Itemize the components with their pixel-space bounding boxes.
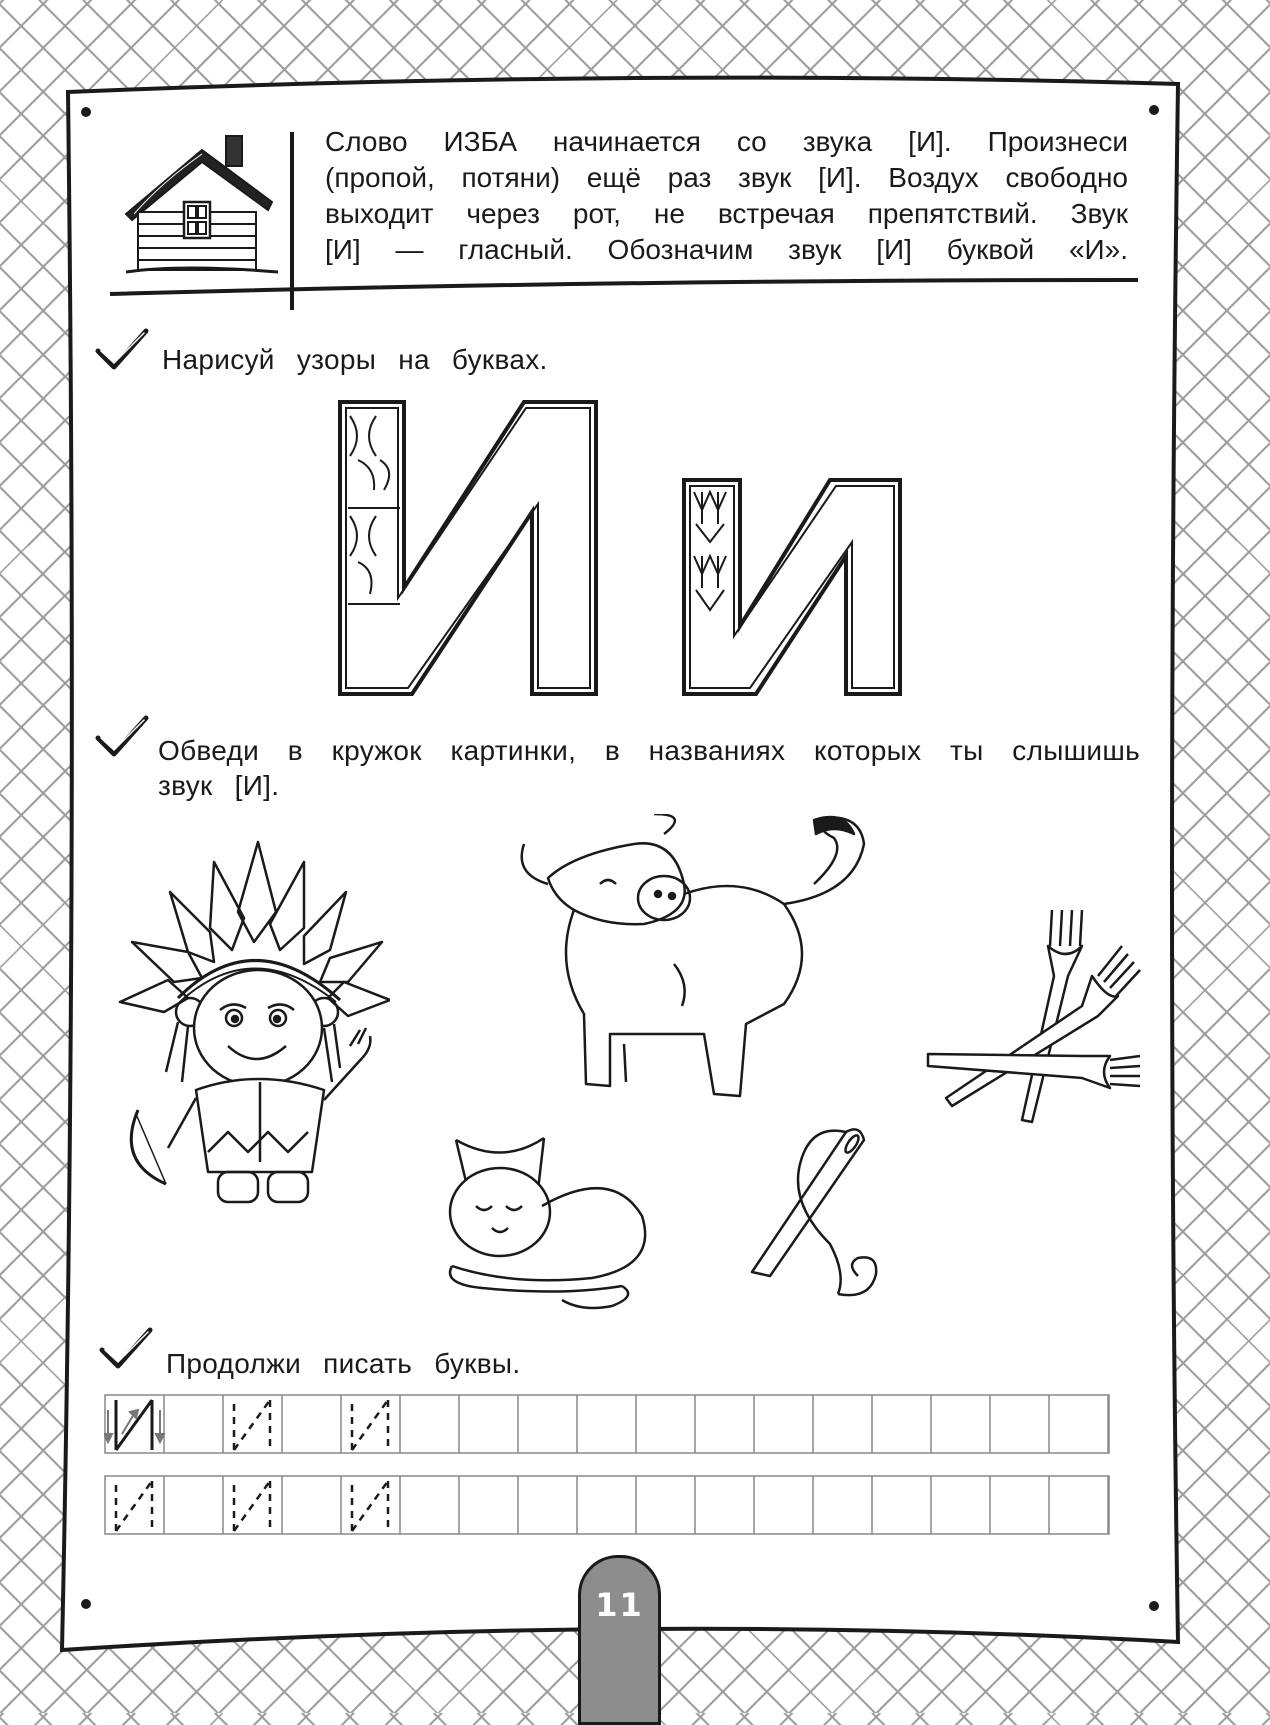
example-letter: [116, 1400, 152, 1450]
task-circle-label-line2: звук [И].: [158, 770, 280, 801]
bull-icon[interactable]: [514, 814, 940, 1104]
trace-letter[interactable]: [234, 1400, 270, 1450]
task-patterns-label: Нарисуй узоры на буквах.: [162, 344, 548, 375]
check-icon: [98, 1326, 154, 1372]
task-write-label: Продолжи писать буквы.: [166, 1348, 521, 1379]
forks-icon[interactable]: [922, 906, 1150, 1128]
intro-text: [325, 124, 1128, 268]
house-icon: [122, 132, 282, 277]
trace-letter[interactable]: [234, 1481, 270, 1531]
cat-icon[interactable]: [442, 1136, 668, 1312]
intro-line: (пропой, потяни) ещё раз звук [И]. Воздух свободно: [325, 162, 1128, 193]
indian-boy-icon[interactable]: [108, 832, 390, 1212]
intro-line: [И] — гласный. Обозначим звук [И] буквой «И».: [325, 234, 1128, 265]
page-number: 11: [595, 1586, 644, 1624]
trace-letter[interactable]: [352, 1481, 388, 1531]
page-number-tab: [578, 1555, 661, 1725]
trace-letter[interactable]: [352, 1400, 388, 1450]
writing-grid: [104, 1394, 1112, 1538]
check-icon: [94, 714, 150, 760]
intro-line: Слово ИЗБА начинается со звука [И]. Произнеси: [325, 126, 1128, 157]
letter-big-i: [336, 398, 604, 700]
needle-icon[interactable]: [750, 1124, 922, 1304]
task-circle-label-line1: Обведи в кружок картинки, в названиях которых ты слышишь: [158, 735, 1140, 766]
check-icon: [94, 327, 150, 373]
intro-line: выходит через рот, не встречая препятствий. Звук: [325, 198, 1128, 229]
letter-small-i: [680, 476, 906, 698]
trace-letter[interactable]: [116, 1481, 152, 1531]
